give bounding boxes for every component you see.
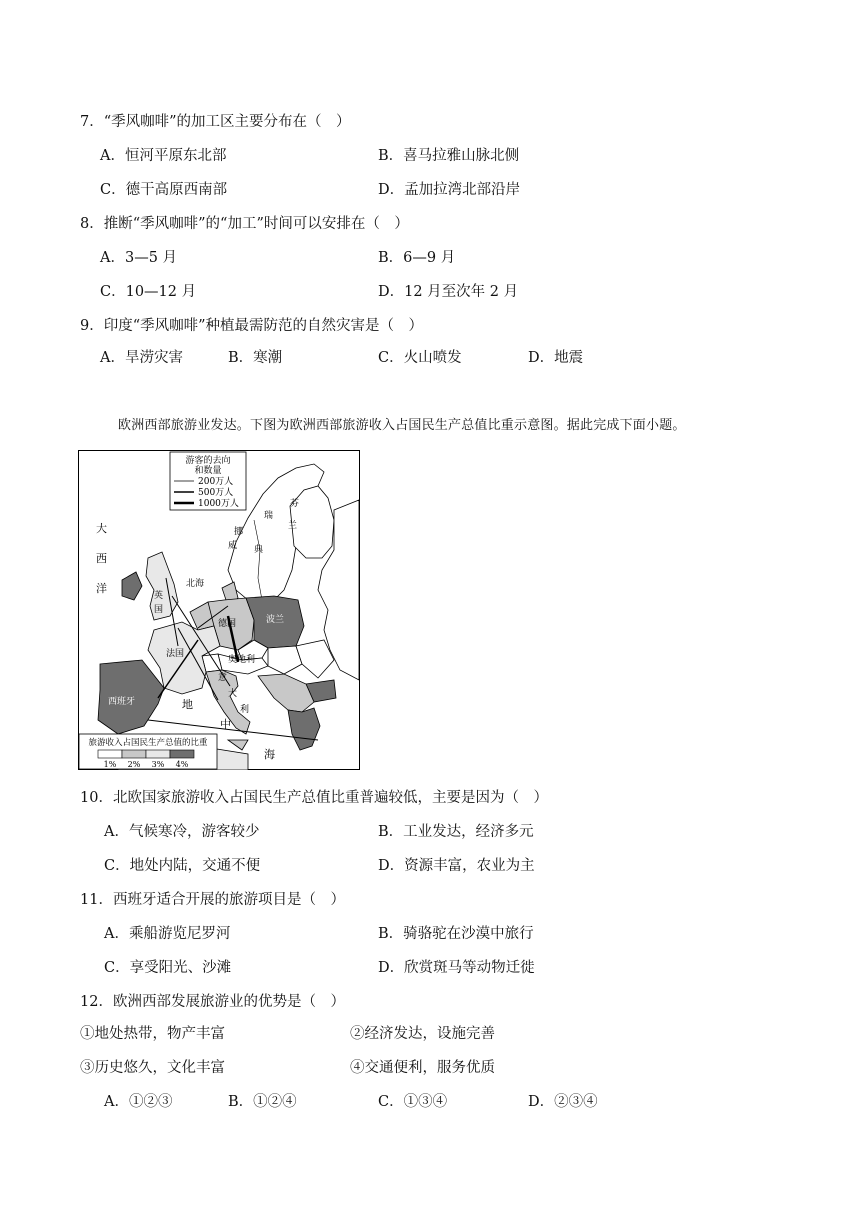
q12-option-b[interactable]: B．①②④ [228, 1094, 297, 1110]
q10-option-b[interactable]: B．工业发达，经济多元 [378, 824, 534, 840]
question-12-stem: 12．欧洲西部发展旅游业的优势是（ ） [80, 994, 345, 1010]
label-zhong: 中 [220, 718, 231, 731]
label-italy-1: 意 [218, 673, 228, 683]
question-11-stem: 11．西班牙适合开展的旅游项目是（ ） [80, 892, 345, 908]
question-9-stem: 9．印度“季风咖啡”种植最需防范的自然灾害是（ ） [80, 318, 424, 334]
label-di: 地 [182, 698, 193, 711]
label-sweden-1: 瑞 [264, 511, 274, 521]
q9-option-a[interactable]: A．旱涝灾害 [100, 350, 183, 366]
label-hai: 海 [264, 748, 275, 761]
legend-item-1000: 1000万人 [198, 499, 239, 509]
legend-top-title-2: 和数量 [194, 466, 222, 476]
label-italy-2: 大 [228, 689, 238, 699]
label-yang: 洋 [96, 582, 107, 595]
label-norway-2: 威 [228, 541, 238, 551]
q8-option-d[interactable]: D．12 月至次年 2 月 [378, 284, 519, 300]
q12-statement-1: ①地处热带，物产丰富 [80, 1026, 225, 1042]
question-8-stem: 8．推断“季风咖啡”的“加工”时间可以安排在（ ） [80, 216, 409, 232]
q9-option-d[interactable]: D．地震 [528, 350, 584, 366]
q12-statement-3: ③历史悠久，文化丰富 [80, 1060, 225, 1076]
label-finland-1: 芬 [290, 499, 300, 509]
label-germany: 德国 [218, 619, 237, 629]
material-intro: 欧洲西部旅游业发达。下图为欧洲西部旅游收入占国民生产总值比重示意图。据此完成下面小题。 [118, 418, 686, 433]
q12-statement-4: ④交通便利，服务优质 [350, 1060, 495, 1076]
legend-top-title-1: 游客的去向 [185, 456, 231, 466]
q11-option-d[interactable]: D．欣赏斑马等动物迁徙 [378, 960, 535, 976]
q10-option-a[interactable]: A．气候寒冷，游客较少 [104, 824, 260, 840]
europe-tourism-map [78, 450, 360, 770]
label-france: 法国 [166, 649, 185, 659]
q9-option-c[interactable]: C．火山喷发 [378, 350, 462, 366]
q10-option-c[interactable]: C．地处内陆，交通不便 [104, 858, 261, 874]
q7-option-b[interactable]: B．喜马拉雅山脉北侧 [378, 148, 520, 164]
label-spain: 西班牙 [108, 697, 136, 707]
legend-4-percent: 4% [175, 760, 189, 769]
q12-statement-2: ②经济发达，设施完善 [350, 1026, 495, 1042]
label-ying: 英 [154, 591, 164, 601]
q7-option-c[interactable]: C．德干高原西南部 [100, 182, 228, 198]
q12-option-a[interactable]: A．①②③ [104, 1094, 173, 1110]
q11-option-b[interactable]: B．骑骆驼在沙漠中旅行 [378, 926, 534, 942]
q7-option-d[interactable]: D．孟加拉湾北部沿岸 [378, 182, 521, 198]
label-sweden-2: 典 [254, 545, 264, 555]
label-finland-2: 兰 [288, 521, 298, 531]
label-xi: 西 [96, 552, 107, 565]
q7-option-a[interactable]: A．恒河平原东北部 [100, 148, 227, 164]
legend-3-percent: 3% [151, 760, 165, 769]
q9-option-b[interactable]: B．寒潮 [228, 350, 283, 366]
label-da: 大 [96, 522, 107, 535]
q10-option-d[interactable]: D．资源丰富，农业为主 [378, 858, 535, 874]
legend-item-500: 500万人 [198, 488, 234, 498]
q11-option-a[interactable]: A．乘船游览尼罗河 [104, 926, 231, 942]
legend-1-percent: 1% [103, 760, 117, 769]
label-norway-1: 挪 [234, 527, 244, 537]
legend-2-percent: 2% [127, 760, 141, 769]
label-poland: 波兰 [266, 615, 285, 625]
q8-option-c[interactable]: C．10—12 月 [100, 284, 197, 300]
label-austria: 奥地利 [228, 655, 256, 665]
label-italy-3: 利 [240, 705, 250, 715]
legend-bottom-title: 旅游收入占国民生产总值的比重 [88, 738, 208, 748]
question-7-stem: 7．“季风咖啡”的加工区主要分布在（ ） [80, 114, 351, 130]
q11-option-c[interactable]: C．享受阳光、沙滩 [104, 960, 232, 976]
label-guo: 国 [154, 605, 164, 615]
label-north-sea: 北海 [186, 579, 205, 589]
q8-option-a[interactable]: A．3—5 月 [100, 250, 178, 266]
legend-item-200: 200万人 [198, 477, 234, 487]
question-10-stem: 10．北欧国家旅游收入占国民生产总值比重普遍较低，主要是因为（ ） [80, 790, 548, 806]
q12-option-d[interactable]: D．②③④ [528, 1094, 598, 1110]
q12-option-c[interactable]: C．①③④ [378, 1094, 448, 1110]
q8-option-b[interactable]: B．6—9 月 [378, 250, 456, 266]
